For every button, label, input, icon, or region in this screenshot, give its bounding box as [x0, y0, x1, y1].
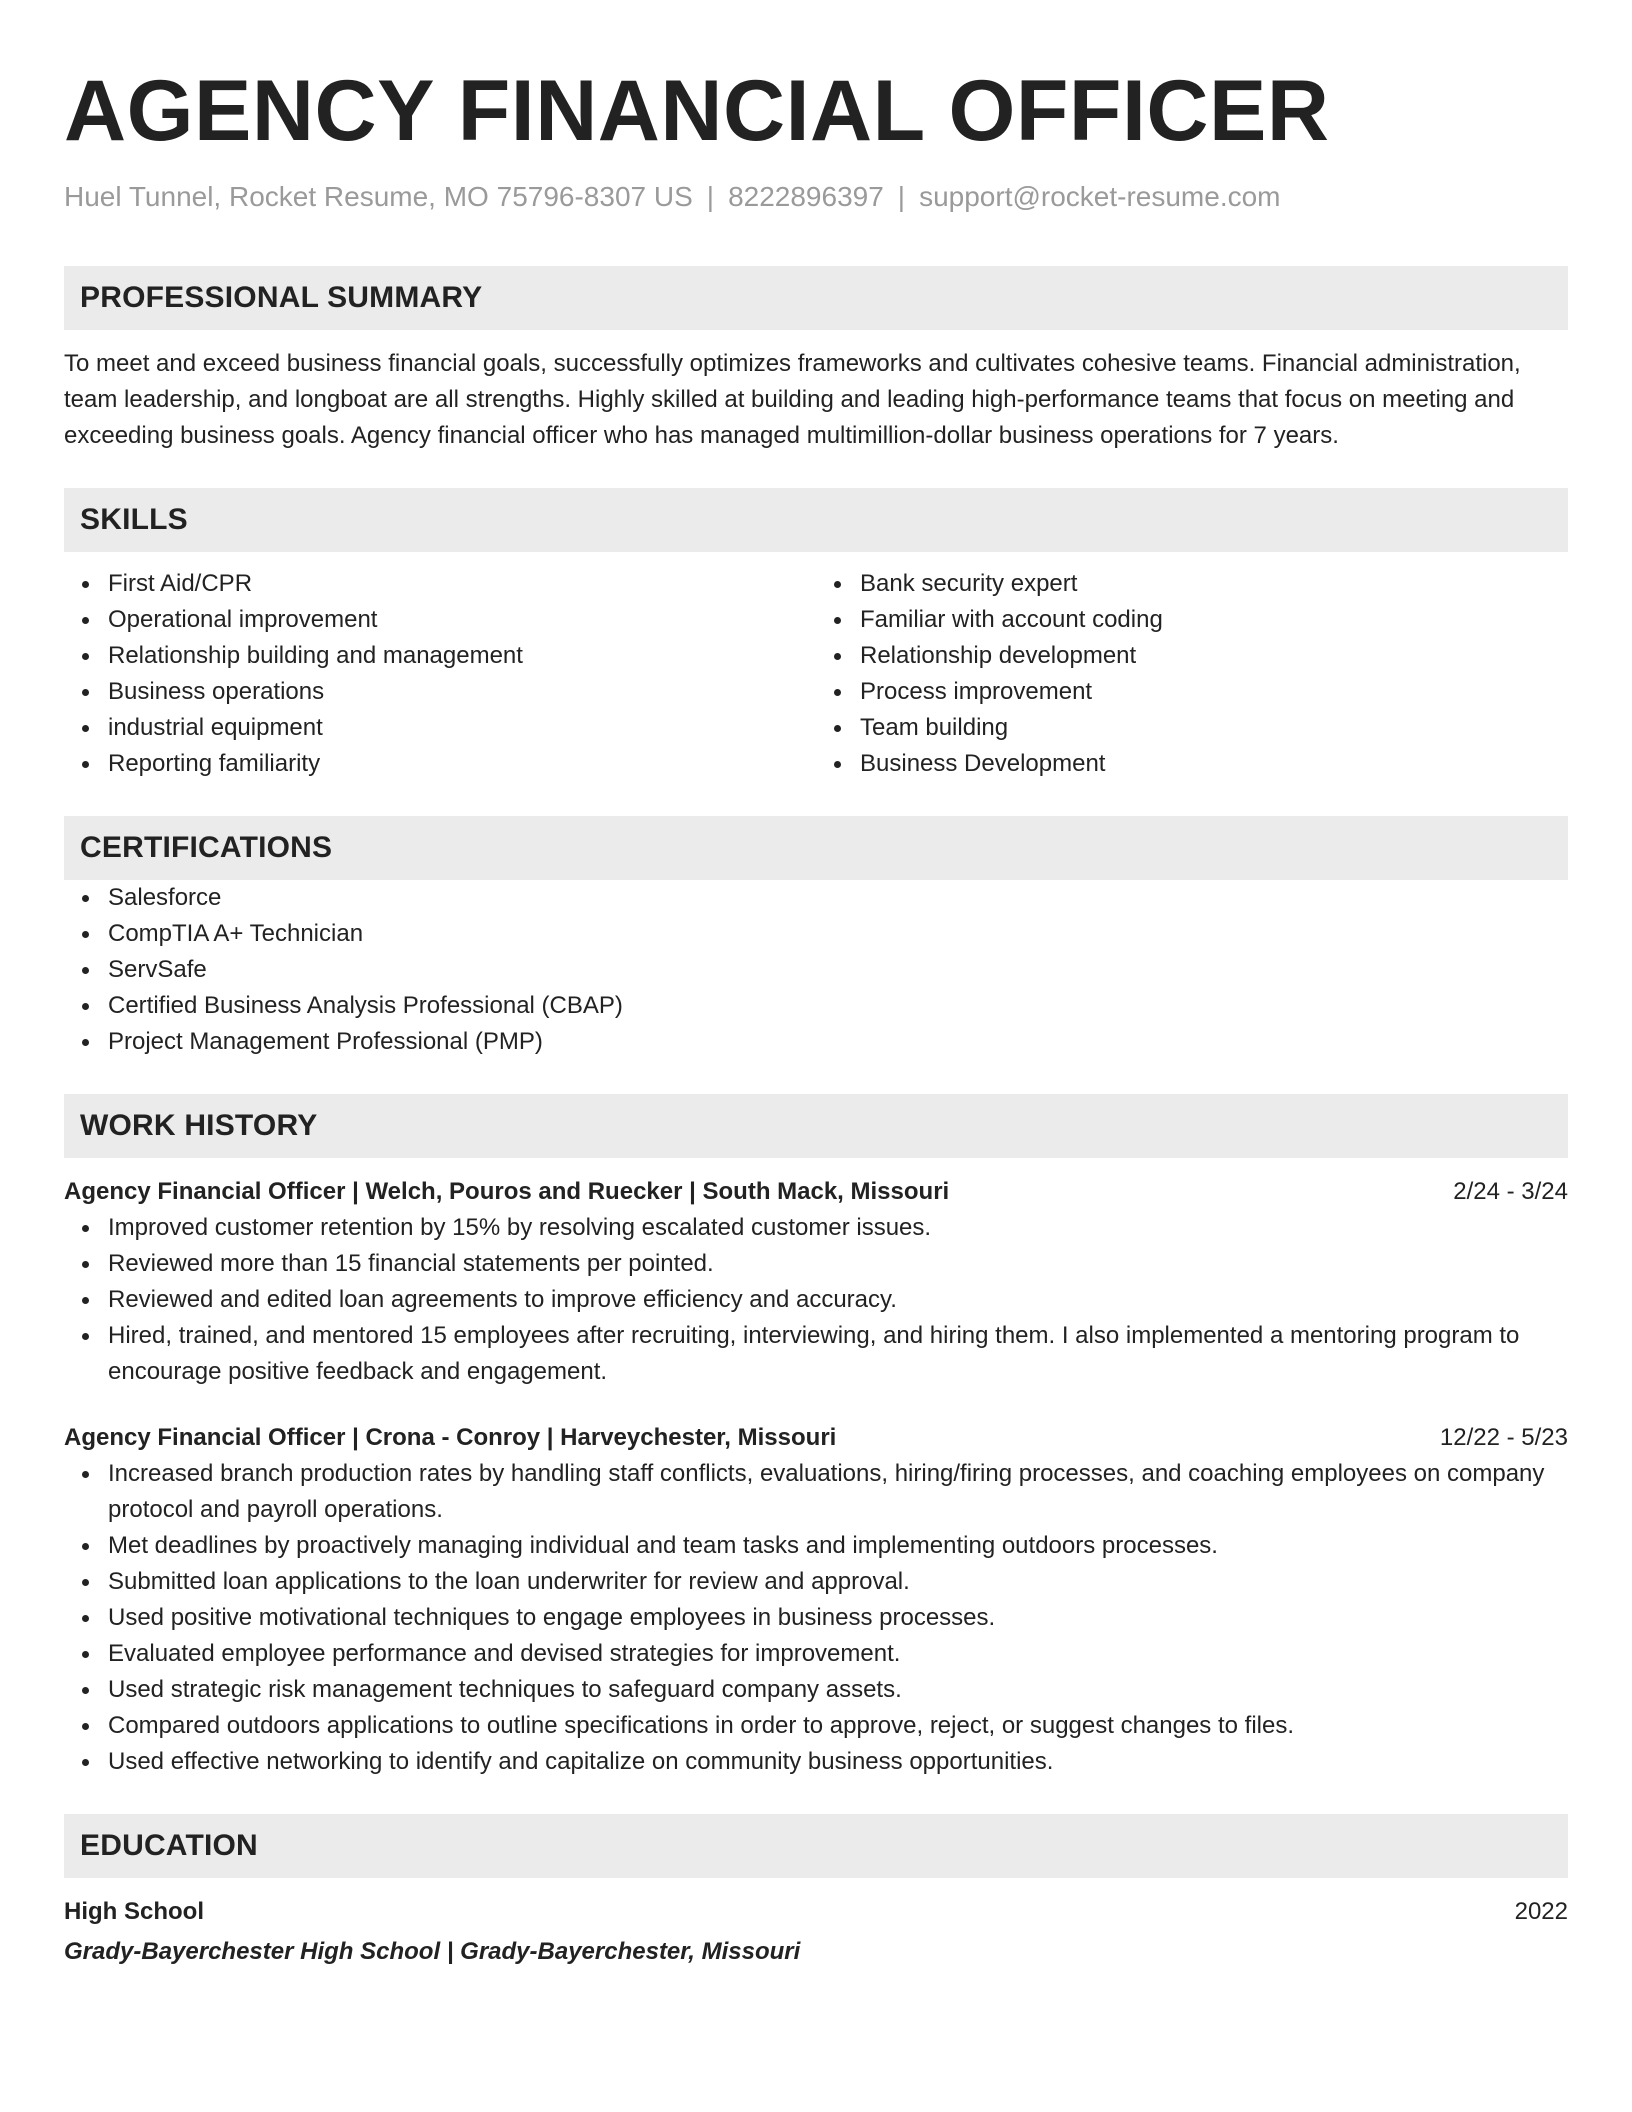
certifications-section	[64, 816, 1568, 1060]
contact-separator: |	[897, 181, 906, 212]
job-bullet-list	[64, 1456, 1568, 1780]
skill-item: Operational improvement	[108, 602, 816, 638]
certification-item: ServSafe	[108, 952, 1568, 988]
job-bullet: Improved customer retention by 15% by resolving escalated customer issues.	[108, 1210, 1568, 1246]
work-history-heading: WORK HISTORY	[64, 1094, 1568, 1158]
job-bullet: Reviewed more than 15 financial statements per pointed.	[108, 1246, 1568, 1282]
education-header	[64, 1894, 1568, 1930]
job-bullet: Compared outdoors applications to outline specifications in order to approve, reject, or suggest changes to files.	[108, 1708, 1568, 1744]
certifications-list	[64, 880, 1568, 1060]
skill-item: Process improvement	[860, 674, 1568, 710]
resume-name: AGENCY FINANCIAL OFFICER	[64, 63, 1330, 159]
job-bullet: Reviewed and edited loan agreements to improve efficiency and accuracy.	[108, 1282, 1568, 1318]
job-header	[64, 1420, 1568, 1456]
education-section	[64, 1814, 1568, 1970]
certification-item: CompTIA A+ Technician	[108, 916, 1568, 952]
contact-address: Huel Tunnel, Rocket Resume, MO 75796-8307 US	[64, 181, 693, 212]
job-bullet: Evaluated employee performance and devised strategies for improvement.	[108, 1636, 1568, 1672]
certification-item: Certified Business Analysis Professional (CBAP)	[108, 988, 1568, 1024]
certification-item: Salesforce	[108, 880, 1568, 916]
skill-item: industrial equipment	[108, 710, 816, 746]
skills-right-list	[816, 566, 1568, 782]
skills-columns	[64, 566, 1568, 782]
skills-left-list	[64, 566, 816, 782]
job-header	[64, 1174, 1568, 1210]
education-degree: High School	[64, 1897, 204, 1925]
skill-item: First Aid/CPR	[108, 566, 816, 602]
skills-heading: SKILLS	[64, 488, 1568, 552]
job-dates: 2/24 - 3/24	[1453, 1177, 1568, 1205]
job-title: Agency Financial Officer | Welch, Pouros and Ruecker | South Mack, Missouri	[64, 1177, 950, 1205]
education-heading: EDUCATION	[64, 1814, 1568, 1878]
contact-separator: |	[706, 181, 715, 212]
certification-item: Project Management Professional (PMP)	[108, 1024, 1568, 1060]
contact-line	[64, 180, 1568, 214]
job-bullet: Met deadlines by proactively managing individual and team tasks and implementing outdoors processes.	[108, 1528, 1568, 1564]
education-year: 2022	[1514, 1897, 1568, 1925]
skill-item: Business operations	[108, 674, 816, 710]
job-bullet: Used effective networking to identify and capitalize on community business opportunities.	[108, 1744, 1568, 1780]
work-history-section	[64, 1094, 1568, 1780]
skill-item: Business Development	[860, 746, 1568, 782]
contact-phone: 8222896397	[728, 181, 884, 212]
skill-item: Reporting familiarity	[108, 746, 816, 782]
skill-item: Familiar with account coding	[860, 602, 1568, 638]
job-bullet: Used positive motivational techniques to engage employees in business processes.	[108, 1600, 1568, 1636]
job-entry	[64, 1174, 1568, 1390]
job-dates: 12/22 - 5/23	[1439, 1423, 1568, 1451]
contact-email: support@rocket-resume.com	[919, 181, 1281, 212]
job-bullet: Increased branch production rates by handling staff conflicts, evaluations, hiring/firing processes, and coaching employees on company protocol and payroll operations.	[108, 1456, 1568, 1528]
skill-item: Bank security expert	[860, 566, 1568, 602]
summary-text: To meet and exceed business financial goals, successfully optimizes frameworks and cultivates cohesive teams. Financial administration, team leadership, and longboat are all strengths. Highly skilled at building and leading high-performance teams that focus on meeting and exceeding business goals. Agency financial officer who has managed multimillion-dollar business operations for 7 years.	[64, 349, 1521, 449]
skills-section	[64, 488, 1568, 782]
job-bullet: Used strategic risk management techniques to safeguard company assets.	[108, 1672, 1568, 1708]
job-entry	[64, 1420, 1568, 1780]
summary-heading: PROFESSIONAL SUMMARY	[64, 266, 1568, 330]
job-bullet: Hired, trained, and mentored 15 employees after recruiting, interviewing, and hiring them. I also implemented a mentoring program to encourage positive feedback and engagement.	[108, 1318, 1568, 1390]
job-bullet-list	[64, 1210, 1568, 1390]
certifications-heading: CERTIFICATIONS	[64, 816, 1568, 880]
job-title: Agency Financial Officer | Crona - Conroy | Harveychester, Missouri	[64, 1423, 837, 1451]
education-school: Grady-Bayerchester High School | Grady-Bayerchester, Missouri	[64, 1937, 801, 1965]
summary-section	[64, 266, 1568, 454]
skill-item: Relationship development	[860, 638, 1568, 674]
job-bullet: Submitted loan applications to the loan underwriter for review and approval.	[108, 1564, 1568, 1600]
skill-item: Team building	[860, 710, 1568, 746]
skill-item: Relationship building and management	[108, 638, 816, 674]
